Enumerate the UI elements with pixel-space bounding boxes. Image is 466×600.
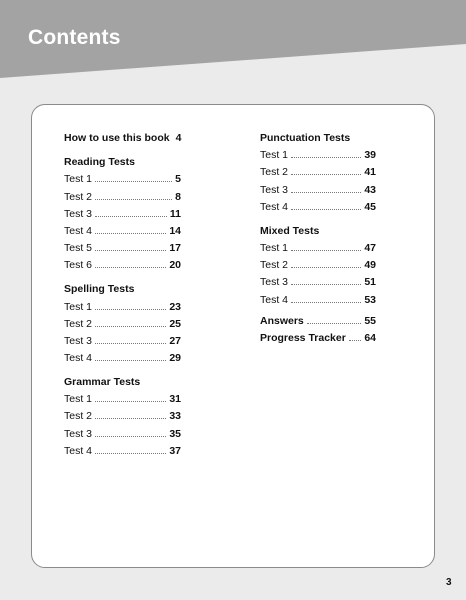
section-title: Spelling Tests [64,283,135,296]
spacer [260,213,376,220]
toc-entry[interactable] [260,310,376,327]
toc-entry-page: 8 [175,190,181,203]
toc-entry-label: Test 4 [64,352,93,365]
toc-entry-page: 27 [169,334,181,347]
toc-entry-label: Progress Tracker [260,331,346,344]
toc-entry-page: 35 [169,427,181,440]
spacer [64,144,181,151]
toc-entry-label: Test 4 [260,200,289,213]
right-sections [260,127,376,306]
dot-leader [291,209,361,210]
toc-entry-page: 49 [364,259,376,272]
toc-entry-label: Test 5 [64,242,93,255]
toc-entry[interactable] [260,196,376,213]
contents-panel [31,104,435,568]
toc-entry[interactable] [260,327,376,344]
toc-entry-label: Test 1 [64,173,93,186]
toc-entry-label: Test 4 [64,224,93,237]
toc-entry-page: 29 [169,352,181,365]
toc-entry[interactable] [64,422,181,439]
page-title: Contents [28,26,121,49]
toc-entry-page: 41 [364,166,376,179]
dot-leader [95,181,172,182]
toc-entry-label: Test 3 [64,427,93,440]
toc-entry-label: Test 2 [64,317,93,330]
dot-leader [307,323,362,324]
dot-leader [95,267,166,268]
toc-entry-label: Test 2 [260,166,289,179]
dot-leader [95,250,166,251]
dot-leader [291,174,361,175]
toc-entry-label: Test 6 [64,259,93,272]
toc-entry[interactable] [64,313,181,330]
toc-entry[interactable] [64,254,181,271]
toc-entry-page: 11 [169,207,181,220]
toc-entry[interactable] [260,254,376,271]
section-title: Mixed Tests [260,224,320,237]
toc-entry-page: 43 [364,183,376,196]
toc-entry-label: Test 2 [64,410,93,423]
toc-entry[interactable] [64,185,181,202]
dot-leader [95,360,166,361]
dot-leader [291,302,361,303]
toc-entry-page: 31 [169,393,181,406]
dot-leader [291,284,361,285]
dot-leader [95,418,166,419]
toc-entry-page: 20 [169,259,181,272]
toc-entry[interactable] [260,237,376,254]
section-title: Grammar Tests [64,376,141,389]
toc-entry[interactable] [64,168,181,185]
toc-entry-label: Test 4 [64,444,93,457]
toc-entry-page: 47 [364,241,376,254]
toc-entry-page: 51 [364,276,376,289]
toc-entry-label: Test 3 [64,334,93,347]
dot-leader [291,267,361,268]
toc-entry-label: Test 4 [260,293,289,306]
dot-leader [291,192,361,193]
toc-entry-label: Test 1 [64,393,93,406]
dot-leader [95,233,166,234]
extras-list [260,310,376,344]
toc-entry-page: 37 [169,444,181,457]
toc-entry[interactable] [64,203,181,220]
toc-entry-page: 64 [364,331,376,344]
toc-entry-label: Test 3 [64,207,93,220]
toc-entry-page: 45 [364,200,376,213]
toc-entry-label: Test 2 [260,259,289,272]
toc-entry-page: 5 [175,173,181,186]
toc-entry-label: Test 3 [260,276,289,289]
toc-entry-page: 39 [364,149,376,162]
toc-entry-page: 33 [169,410,181,423]
contents-column-left [64,127,181,457]
section-title: Reading Tests [64,156,135,169]
dot-leader [95,436,166,437]
toc-entry[interactable] [64,405,181,422]
dot-leader [291,250,361,251]
toc-entry-label: Answers [260,314,304,327]
toc-entry-label: How to use this book [64,132,170,145]
toc-entry-label: Test 1 [64,300,93,313]
toc-entry[interactable] [260,178,376,195]
toc-entry-page: 55 [364,314,376,327]
spacer [64,271,181,278]
toc-entry-label: Test 1 [260,149,289,162]
spacer [64,364,181,371]
toc-entry[interactable] [64,347,181,364]
dot-leader [95,309,166,310]
toc-entry[interactable] [64,295,181,312]
dot-leader [95,326,166,327]
toc-entry[interactable] [260,288,376,305]
contents-column-right [260,127,376,344]
toc-entry[interactable] [260,161,376,178]
toc-entry-how-to-use[interactable] [64,127,181,144]
dot-leader [95,343,166,344]
dot-leader [95,199,172,200]
toc-entry-page: 25 [169,317,181,330]
toc-entry-page: 4 [175,132,182,145]
dot-leader [95,401,166,402]
toc-entry-label: Test 2 [64,190,93,203]
left-sections [64,144,181,457]
dot-leader [95,216,167,217]
section-title: Punctuation Tests [260,132,351,144]
toc-entry-page: 53 [364,293,376,306]
toc-entry[interactable] [260,144,376,161]
toc-entry-page: 17 [169,242,181,255]
toc-entry[interactable] [64,330,181,347]
toc-entry-label: Test 3 [260,183,289,196]
toc-entry[interactable] [260,271,376,288]
dot-leader [95,453,166,454]
toc-entry[interactable] [64,237,181,254]
dot-leader [291,157,361,158]
page-number: 3 [446,577,452,588]
toc-entry-page: 14 [169,224,181,237]
toc-entry-label: Test 1 [260,241,289,254]
toc-entry[interactable] [64,440,181,457]
toc-entry[interactable] [64,220,181,237]
dot-leader [349,340,362,341]
toc-entry-page: 23 [169,300,181,313]
toc-entry[interactable] [64,388,181,405]
